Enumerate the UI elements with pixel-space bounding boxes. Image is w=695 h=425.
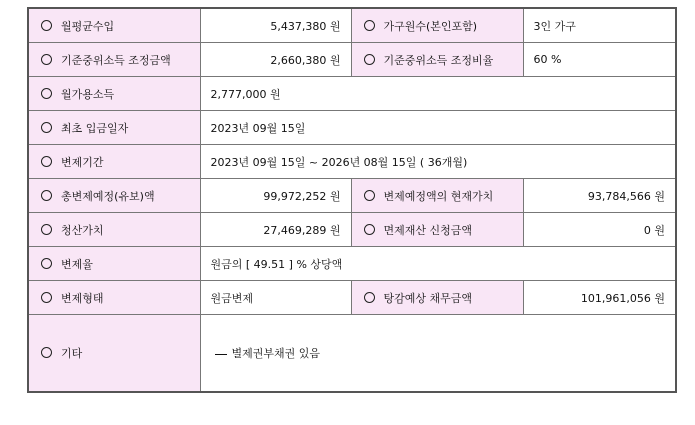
label-present-value: 변제예정액의 현재가치 — [383, 189, 494, 203]
value-other: 별제권부채권 있음 — [231, 347, 321, 360]
label-cell — [28, 8, 200, 43]
table-row — [28, 8, 676, 43]
circle-bullet-icon — [41, 122, 52, 133]
circle-bullet-icon — [41, 54, 52, 65]
label-cell — [351, 43, 523, 77]
repayment-summary-table — [27, 7, 677, 393]
value-median-income-ratio: 60 % — [523, 43, 676, 77]
label-total-scheduled-repayment: 총변제예정(유보)액 — [61, 189, 155, 203]
value-expected-discharge: 101,961,056 원 — [523, 281, 676, 315]
table-row — [28, 179, 676, 213]
label-cell — [351, 179, 523, 213]
value-total-scheduled-repayment: 99,972,252 원 — [200, 179, 351, 213]
label-cell — [28, 179, 200, 213]
label-repayment-period: 변제기간 — [61, 155, 104, 169]
value-liquidation-value: 27,469,289 원 — [200, 213, 351, 247]
circle-bullet-icon — [364, 190, 375, 201]
label-available-income: 월가용소득 — [61, 87, 115, 101]
label-cell — [28, 43, 200, 77]
value-median-income-amount: 2,660,380 원 — [200, 43, 351, 77]
label-exempt-property: 면제재산 신청금액 — [383, 223, 473, 237]
circle-bullet-icon — [41, 190, 52, 201]
label-median-income-amount: 기준중위소득 조정금액 — [61, 53, 171, 67]
label-cell — [28, 213, 200, 247]
circle-bullet-icon — [41, 258, 52, 269]
table-row — [28, 111, 676, 145]
value-exempt-property: 0 원 — [523, 213, 676, 247]
value-monthly-income: 5,437,380 원 — [200, 8, 351, 43]
circle-bullet-icon — [41, 20, 52, 31]
label-cell — [28, 281, 200, 315]
table-row — [28, 213, 676, 247]
value-repayment-rate: 원금의 [ 49.51 ] % 상당액 — [200, 247, 676, 281]
circle-bullet-icon — [364, 20, 375, 31]
label-cell — [28, 77, 200, 111]
circle-bullet-icon — [41, 224, 52, 235]
label-cell — [28, 247, 200, 281]
dash-icon — [215, 354, 227, 355]
circle-bullet-icon — [364, 54, 375, 65]
value-repayment-type: 원금변제 — [200, 281, 351, 315]
table-row — [28, 43, 676, 77]
label-expected-discharge: 탕감예상 채무금액 — [383, 291, 473, 305]
circle-bullet-icon — [364, 292, 375, 303]
value-other-cell — [200, 315, 676, 393]
value-repayment-period: 2023년 09월 15일 ~ 2026년 08월 15일 ( 36개월) — [200, 145, 676, 179]
table-row — [28, 247, 676, 281]
value-first-deposit-date: 2023년 09월 15일 — [200, 111, 676, 145]
circle-bullet-icon — [41, 88, 52, 99]
label-cell — [351, 281, 523, 315]
label-cell — [28, 315, 200, 393]
table-row — [28, 315, 676, 393]
label-cell — [351, 8, 523, 43]
label-cell — [28, 145, 200, 179]
table-row — [28, 77, 676, 111]
table-row — [28, 145, 676, 179]
circle-bullet-icon — [364, 224, 375, 235]
circle-bullet-icon — [41, 347, 52, 358]
label-repayment-rate: 변제율 — [61, 257, 93, 271]
label-cell — [28, 111, 200, 145]
label-monthly-income: 월평균수입 — [61, 19, 115, 33]
circle-bullet-icon — [41, 292, 52, 303]
table-row — [28, 281, 676, 315]
label-cell — [351, 213, 523, 247]
label-other: 기타 — [61, 347, 83, 360]
value-present-value: 93,784,566 원 — [523, 179, 676, 213]
label-repayment-type: 변제형태 — [61, 291, 104, 305]
circle-bullet-icon — [41, 156, 52, 167]
label-median-income-ratio: 기준중위소득 조정비율 — [383, 53, 494, 67]
label-household-size: 가구원수(본인포함) — [383, 19, 478, 33]
value-available-income: 2,777,000 원 — [200, 77, 676, 111]
label-liquidation-value: 청산가치 — [61, 223, 104, 237]
value-household-size: 3인 가구 — [523, 8, 676, 43]
label-first-deposit-date: 최초 입금일자 — [61, 121, 129, 135]
